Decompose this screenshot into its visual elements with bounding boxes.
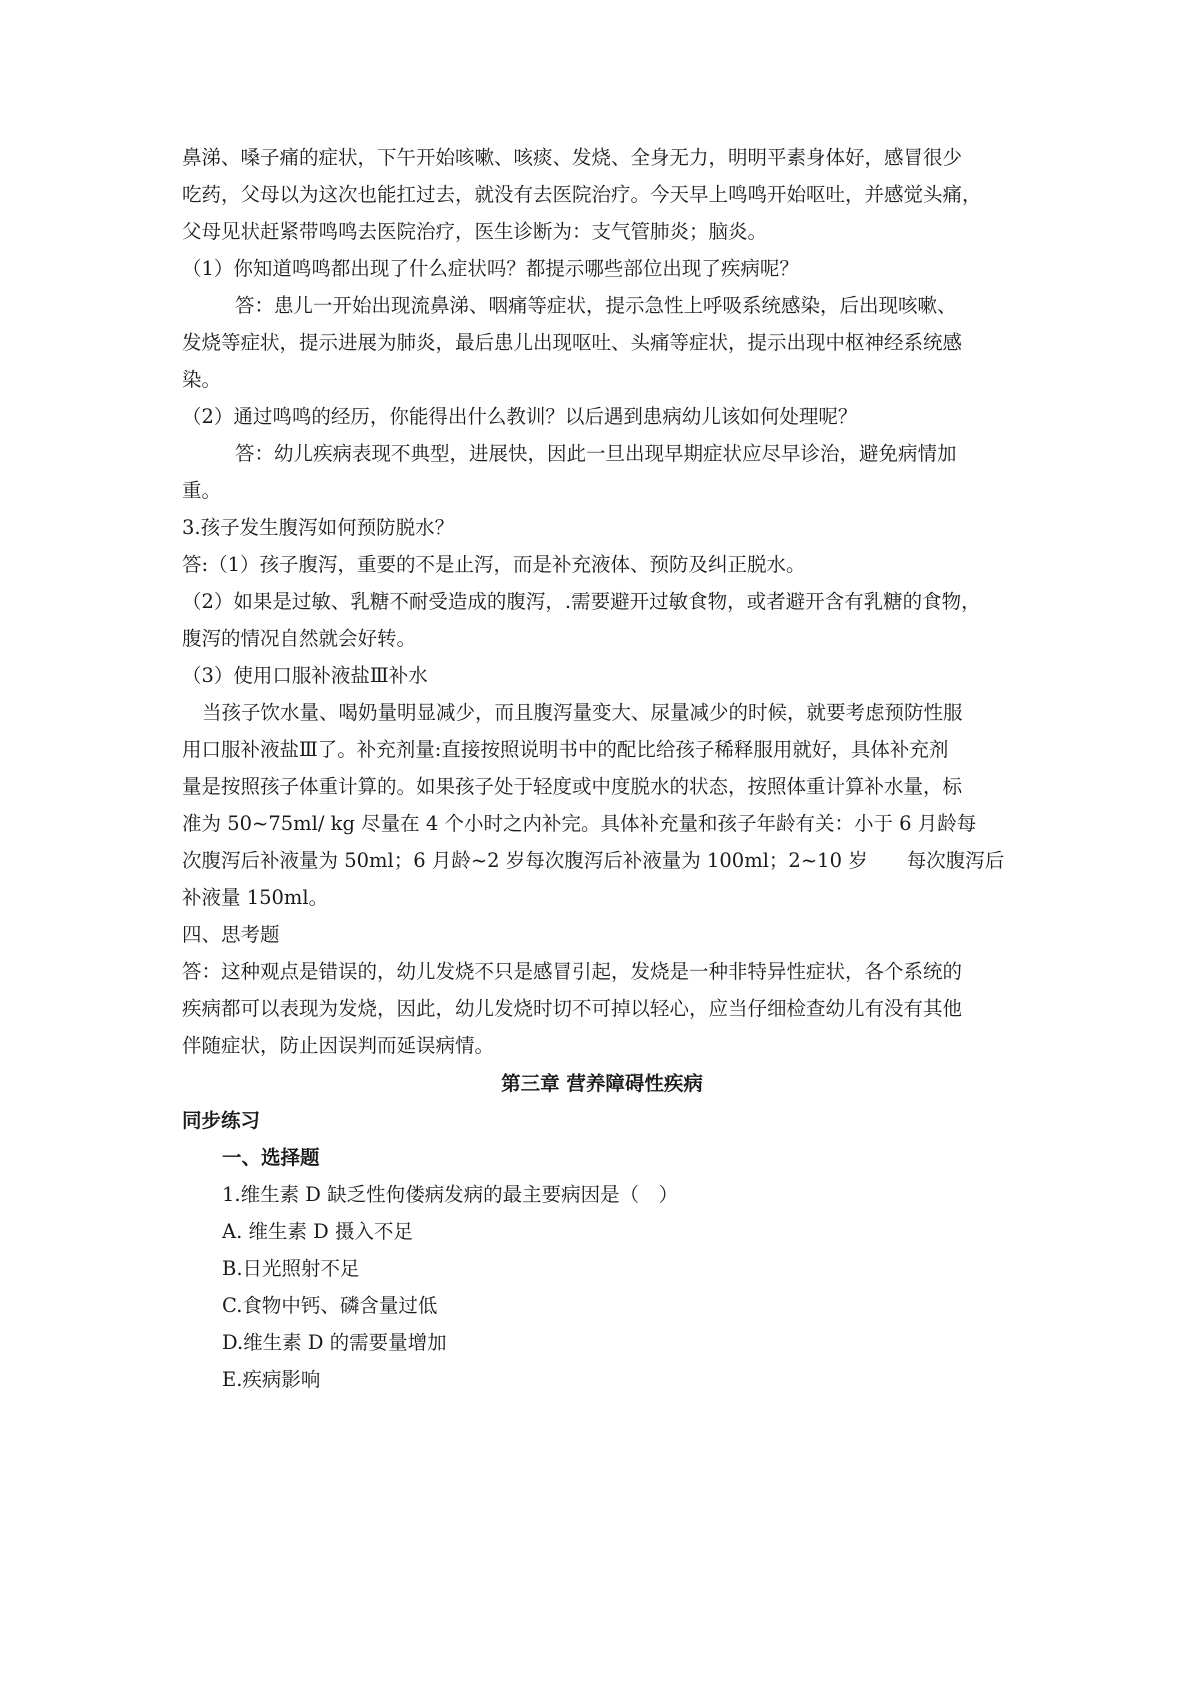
answer-line: 答：患儿一开始出现流鼻涕、咽痛等症状，提示急性上呼吸系统感染，后出现咳嗽、: [235, 294, 957, 317]
answer-line: 答：幼儿疾病表现不典型，进展快，因此一旦出现早期症状应尽早诊治，避免病情加: [235, 442, 957, 465]
body-text-line: 染。: [182, 368, 222, 391]
body-text-line: （2）如果是过敏、乳糖不耐受造成的腹泻，.需要避开过敏食物，或者避开含有乳糖的食物，: [182, 590, 981, 613]
chapter-title: 第三章 营养障碍性疾病: [501, 1072, 703, 1095]
question-line: 3.孩子发生腹泻如何预防脱水？: [182, 516, 455, 539]
body-text-line: 伴随症状，防止因误判而延误病情。: [182, 1034, 495, 1057]
option-b: B.日光照射不足: [222, 1257, 360, 1280]
body-text-line: 准为 50~75ml/ kg 尽量在 4 个小时之内补完。具体补充量和孩子年龄有关：小于 6 月龄每: [182, 812, 977, 835]
question-line: （2）通过鸣鸣的经历，你能得出什么教训？以后遇到患病幼儿该如何处理呢？: [182, 405, 858, 428]
body-text-line: 发烧等症状，提示进展为肺炎，最后患儿出现呕吐、头痛等症状，提示出现中枢神经系统感: [182, 331, 963, 354]
option-a: A. 维生素 D 摄入不足: [222, 1220, 414, 1243]
subsection-title: 一、选择题: [222, 1146, 320, 1169]
body-text-line: 重。: [182, 479, 222, 502]
body-text-line: 用口服补液盐Ⅲ了。补充剂量:直接按照说明书中的配比给孩子稀释服用就好，具体补充剂: [182, 738, 949, 761]
section-title: 同步练习: [182, 1109, 261, 1132]
option-d: D.维生素 D 的需要量增加: [222, 1331, 447, 1354]
answer-line: 答:（1）孩子腹泻，重要的不是止泻，而是补充液体、预防及纠正脱水。: [182, 553, 806, 576]
section-heading: 四、思考题: [182, 923, 280, 946]
body-text-line: 父母见状赶紧带鸣鸣去医院治疗，医生诊断为：支气管肺炎；脑炎。: [182, 220, 768, 243]
answer-line: 答：这种观点是错误的，幼儿发烧不只是感冒引起，发烧是一种非特异性症状，各个系统的: [182, 960, 963, 983]
body-text-line: 吃药，父母以为这次也能扛过去，就没有去医院治疗。今天早上鸣鸣开始呕吐，并感觉头痛，: [182, 183, 982, 206]
body-text-line: 次腹泻后补液量为 50ml；6 月龄~2 岁每次腹泻后补液量为 100ml；2~10 岁 每次腹泻后: [182, 849, 1005, 872]
option-e: E.疾病影响: [222, 1368, 321, 1391]
question-line: 1.维生素 D 缺乏性佝偻病发病的最主要病因是（ ）: [222, 1183, 679, 1206]
body-text-line: 腹泻的情况自然就会好转。: [182, 627, 417, 650]
question-line: （1）你知道鸣鸣都出现了什么症状吗？都提示哪些部位出现了疾病呢？: [182, 257, 799, 280]
body-text-line: 量是按照孩子体重计算的。如果孩子处于轻度或中度脱水的状态，按照体重计算补水量，标: [182, 775, 963, 798]
body-text-line: 当孩子饮水量、喝奶量明显减少，而且腹泻量变大、尿量减少的时候，就要考虑预防性服: [202, 701, 963, 724]
body-text-line: 补液量 150ml。: [182, 886, 329, 909]
option-c: C.食物中钙、磷含量过低: [222, 1294, 438, 1317]
body-text-line: 疾病都可以表现为发烧，因此，幼儿发烧时切不可掉以轻心，应当仔细检查幼儿有没有其他: [182, 997, 963, 1020]
body-text-line: 鼻涕、嗓子痛的症状，下午开始咳嗽、咳痰、发烧、全身无力，明明平素身体好，感冒很少: [182, 146, 963, 169]
body-text-line: （3）使用口服补液盐Ⅲ补水: [182, 664, 428, 687]
